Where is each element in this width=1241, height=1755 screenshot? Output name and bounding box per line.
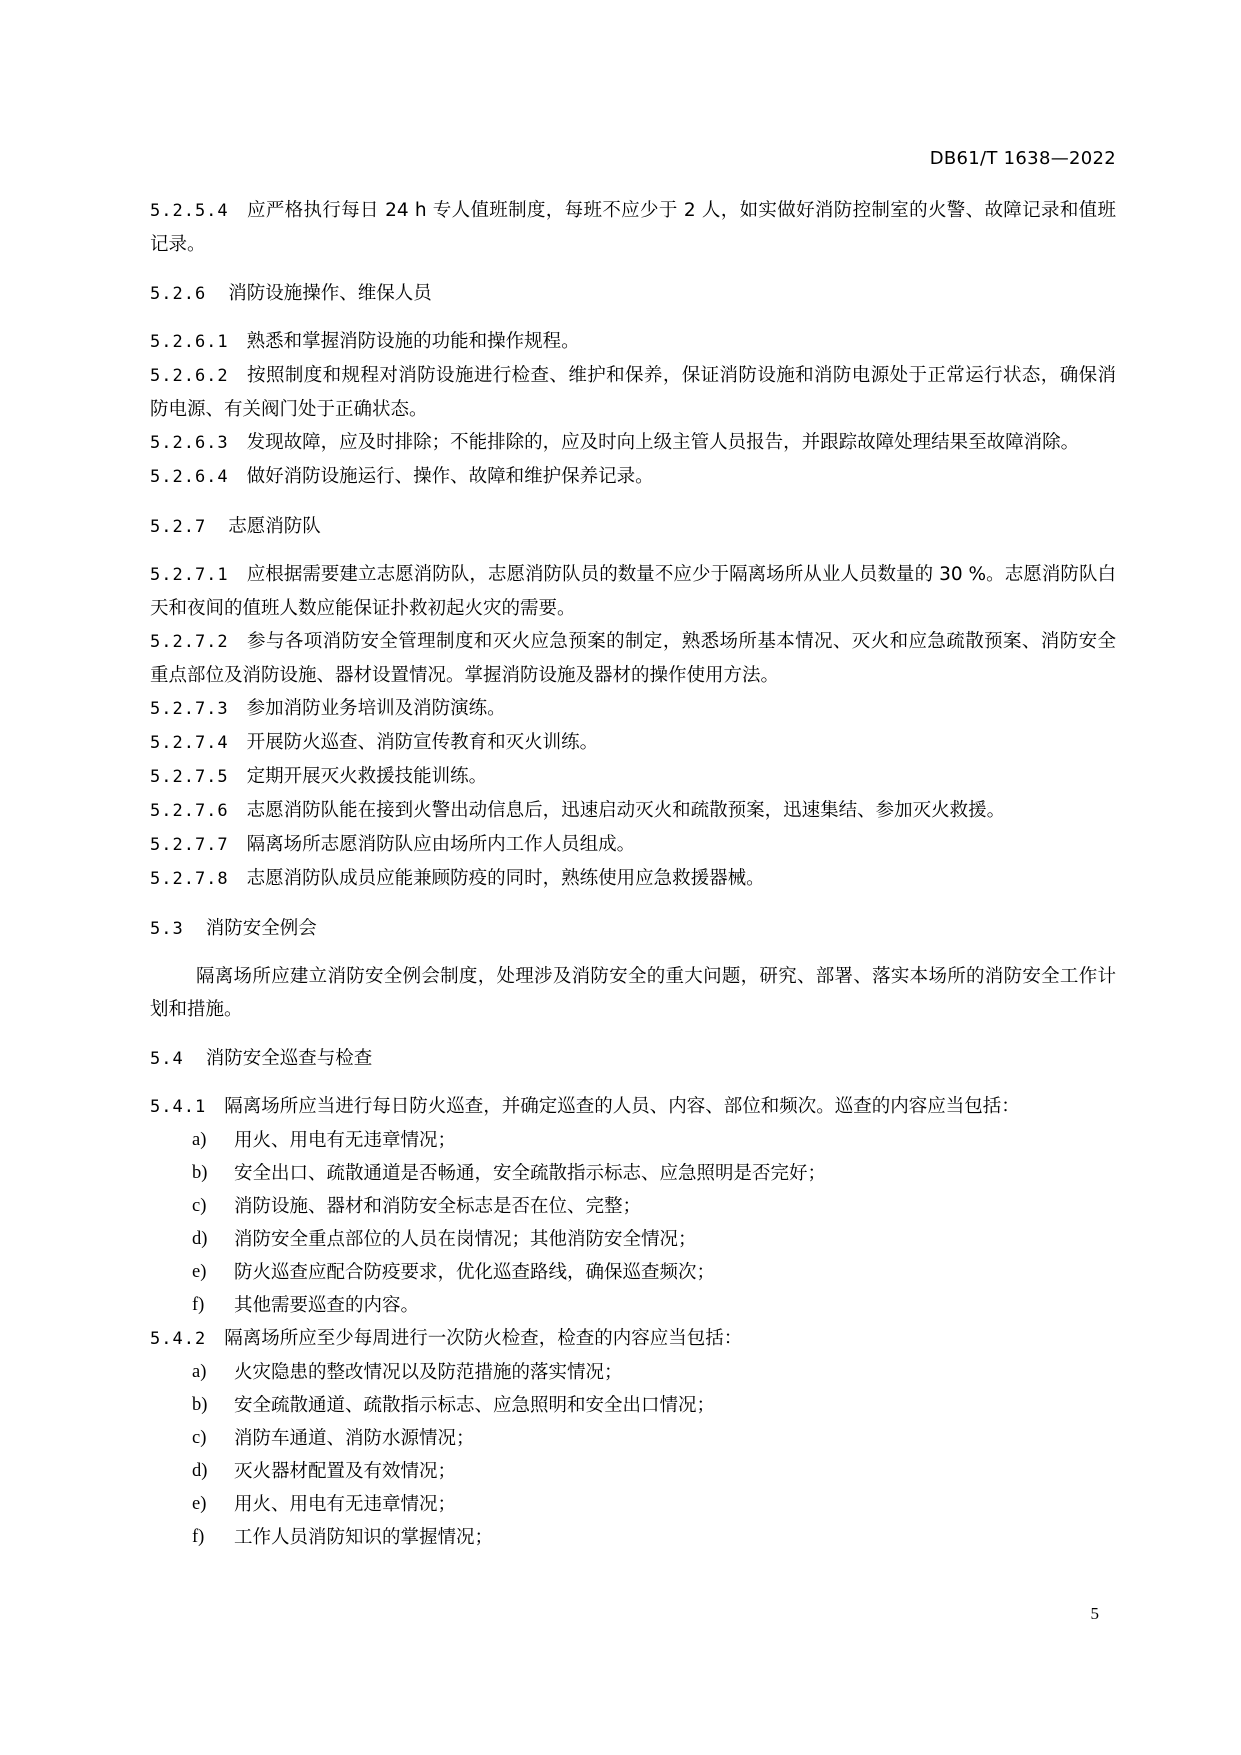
list-item-text: 消防车通道、消防水源情况； — [234, 1428, 475, 1449]
list-item — [192, 1190, 1116, 1223]
clause-number: 5.2.5.4 — [150, 201, 229, 221]
list-item — [192, 1256, 1116, 1289]
list-item-text: 用火、用电有无违章情况； — [234, 1130, 457, 1151]
list-item-text: 用火、用电有无违章情况； — [234, 1494, 457, 1515]
clause-paragraph — [150, 426, 1116, 460]
clause-paragraph — [150, 359, 1116, 426]
clause-paragraph — [150, 558, 1116, 625]
clause-text: 按照制度和规程对消防设施进行检查、维护和保养，保证消防设施和消防电源处于正常运行状态，确保消防电源、有关阀门处于正确状态。 — [150, 365, 1116, 420]
heading-text: 消防安全巡查与检查 — [205, 1048, 373, 1069]
document-body — [150, 194, 1116, 1554]
list-item — [192, 1289, 1116, 1322]
page-number: 5 — [1090, 1604, 1099, 1623]
clause-number: 5.2.7.8 — [150, 869, 229, 889]
clause-number: 5.2.6 — [150, 284, 207, 304]
clause-text: 参加消防业务培训及消防演练。 — [246, 698, 506, 719]
section-heading — [150, 510, 1116, 544]
list-item-text: 其他需要巡查的内容。 — [234, 1295, 420, 1316]
list-item-text: 火灾隐患的整改情况以及防范措施的落实情况； — [234, 1362, 623, 1383]
list-item-label: a) — [192, 1362, 207, 1382]
heading-text: 消防设施操作、维保人员 — [228, 283, 432, 304]
clause-paragraph — [150, 794, 1116, 828]
clause-number: 5.2.7.3 — [150, 699, 229, 719]
heading-text: 消防安全例会 — [205, 918, 317, 939]
clause-text: 开展防火巡查、消防宣传教育和灭火训练。 — [246, 732, 599, 753]
clause-number: 5.2.7 — [150, 517, 207, 537]
clause-number: 5.2.7.7 — [150, 835, 229, 855]
clause-paragraph — [150, 625, 1116, 692]
list-item-label: d) — [192, 1461, 208, 1481]
clause-paragraph — [150, 692, 1116, 726]
list-item-label: e) — [192, 1262, 207, 1282]
list-item-label: f) — [192, 1295, 205, 1315]
list-item-text: 安全疏散通道、疏散指示标志、应急照明和安全出口情况； — [234, 1395, 716, 1416]
clause-number: 5.2.7.6 — [150, 801, 229, 821]
clause-paragraph — [150, 1090, 1116, 1124]
clause-text: 做好消防设施运行、操作、故障和维护保养记录。 — [246, 466, 654, 487]
clause-paragraph — [150, 460, 1116, 494]
clause-paragraph — [150, 828, 1116, 862]
clause-paragraph — [150, 1322, 1116, 1356]
list-item-label: e) — [192, 1494, 207, 1514]
list-item — [192, 1389, 1116, 1422]
clause-text: 隔离场所志愿消防队应由场所内工作人员组成。 — [246, 834, 636, 855]
list-item-label: b) — [192, 1395, 208, 1415]
clause-number: 5.2.6.3 — [150, 433, 229, 453]
clause-text: 志愿消防队能在接到火警出动信息后，迅速启动灭火和疏散预案，迅速集结、参加灭火救援。 — [246, 800, 1006, 821]
section-heading — [150, 1042, 1116, 1076]
list-item — [192, 1488, 1116, 1521]
list-item — [192, 1521, 1116, 1554]
clause-text: 隔离场所应至少每周进行一次防火检查，检查的内容应当包括： — [224, 1328, 743, 1349]
clause-text: 定期开展灭火救援技能训练。 — [246, 766, 488, 787]
list-item — [192, 1124, 1116, 1157]
list-item-text: 防火巡查应配合防疫要求，优化巡查路线，确保巡查频次； — [234, 1262, 716, 1283]
list-item-label: b) — [192, 1163, 208, 1183]
list-item-text: 消防设施、器材和消防安全标志是否在位、完整； — [234, 1196, 642, 1217]
clause-number: 5.2.7.4 — [150, 733, 229, 753]
list-item-label: c) — [192, 1428, 207, 1448]
clause-paragraph — [150, 325, 1116, 359]
clause-text: 志愿消防队成员应能兼顾防疫的同时，熟练使用应急救援器械。 — [246, 868, 765, 889]
list-item — [192, 1157, 1116, 1190]
section-heading — [150, 912, 1116, 946]
clause-number: 5.2.7.5 — [150, 767, 229, 787]
list-item — [192, 1422, 1116, 1455]
clause-number: 5.2.6.2 — [150, 366, 229, 386]
clause-text: 发现故障，应及时排除；不能排除的，应及时向上级主管人员报告，并跟踪故障处理结果至故障消除。 — [246, 432, 1080, 453]
list-item — [192, 1223, 1116, 1256]
clause-paragraph — [150, 862, 1116, 896]
section-heading — [150, 277, 1116, 311]
list-item-label: a) — [192, 1130, 207, 1150]
clause-text: 应严格执行每日 24 h 专人值班制度，每班不应少于 2 人，如实做好消防控制室的火警、故障记录和值班记录。 — [150, 200, 1116, 255]
clause-number: 5.3 — [150, 919, 184, 939]
list-item-text: 安全出口、疏散通道是否畅通，安全疏散指示标志、应急照明是否完好； — [234, 1163, 827, 1184]
list-item-label: d) — [192, 1229, 208, 1249]
clause-text: 隔离场所应当进行每日防火巡查，并确定巡查的人员、内容、部位和频次。巡查的内容应当包括： — [224, 1096, 1020, 1117]
clause-number: 5.4.1 — [150, 1097, 207, 1117]
list-item — [192, 1455, 1116, 1488]
list-item-text: 消防安全重点部位的人员在岗情况；其他消防安全情况； — [234, 1229, 697, 1250]
clause-paragraph — [150, 194, 1116, 261]
heading-text: 志愿消防队 — [228, 516, 321, 537]
list-item-text: 灭火器材配置及有效情况； — [234, 1461, 457, 1482]
list-item — [192, 1356, 1116, 1389]
list-item-text: 工作人员消防知识的掌握情况； — [234, 1527, 494, 1548]
document-code: DB61/T 1638—2022 — [929, 148, 1116, 169]
clause-number: 5.2.7.1 — [150, 565, 229, 585]
clause-number: 5.4 — [150, 1049, 184, 1069]
clause-paragraph — [150, 760, 1116, 794]
body-paragraph: 隔离场所应建立消防安全例会制度，处理涉及消防安全的重大问题，研究、部署、落实本场所的消防安全工作计划和措施。 — [150, 966, 1116, 1020]
clause-number: 5.2.6.4 — [150, 467, 229, 487]
list-item-label: c) — [192, 1196, 207, 1216]
clause-text: 参与各项消防安全管理制度和灭火应急预案的制定，熟悉场所基本情况、灭火和应急疏散预案、消防安全重点部位及消防设施、器材设置情况。掌握消防设施及器材的操作使用方法。 — [150, 631, 1116, 686]
clause-text: 熟悉和掌握消防设施的功能和操作规程。 — [246, 331, 580, 352]
clause-paragraph — [150, 726, 1116, 760]
clause-text: 应根据需要建立志愿消防队，志愿消防队员的数量不应少于隔离场所从业人员数量的 30 %。志愿消防队白天和夜间的值班人数应能保证扑救初起火灾的需要。 — [150, 564, 1116, 619]
clause-number: 5.2.6.1 — [150, 332, 229, 352]
clause-number: 5.4.2 — [150, 1329, 207, 1349]
clause-number: 5.2.7.2 — [150, 632, 229, 652]
list-item-label: f) — [192, 1527, 205, 1547]
